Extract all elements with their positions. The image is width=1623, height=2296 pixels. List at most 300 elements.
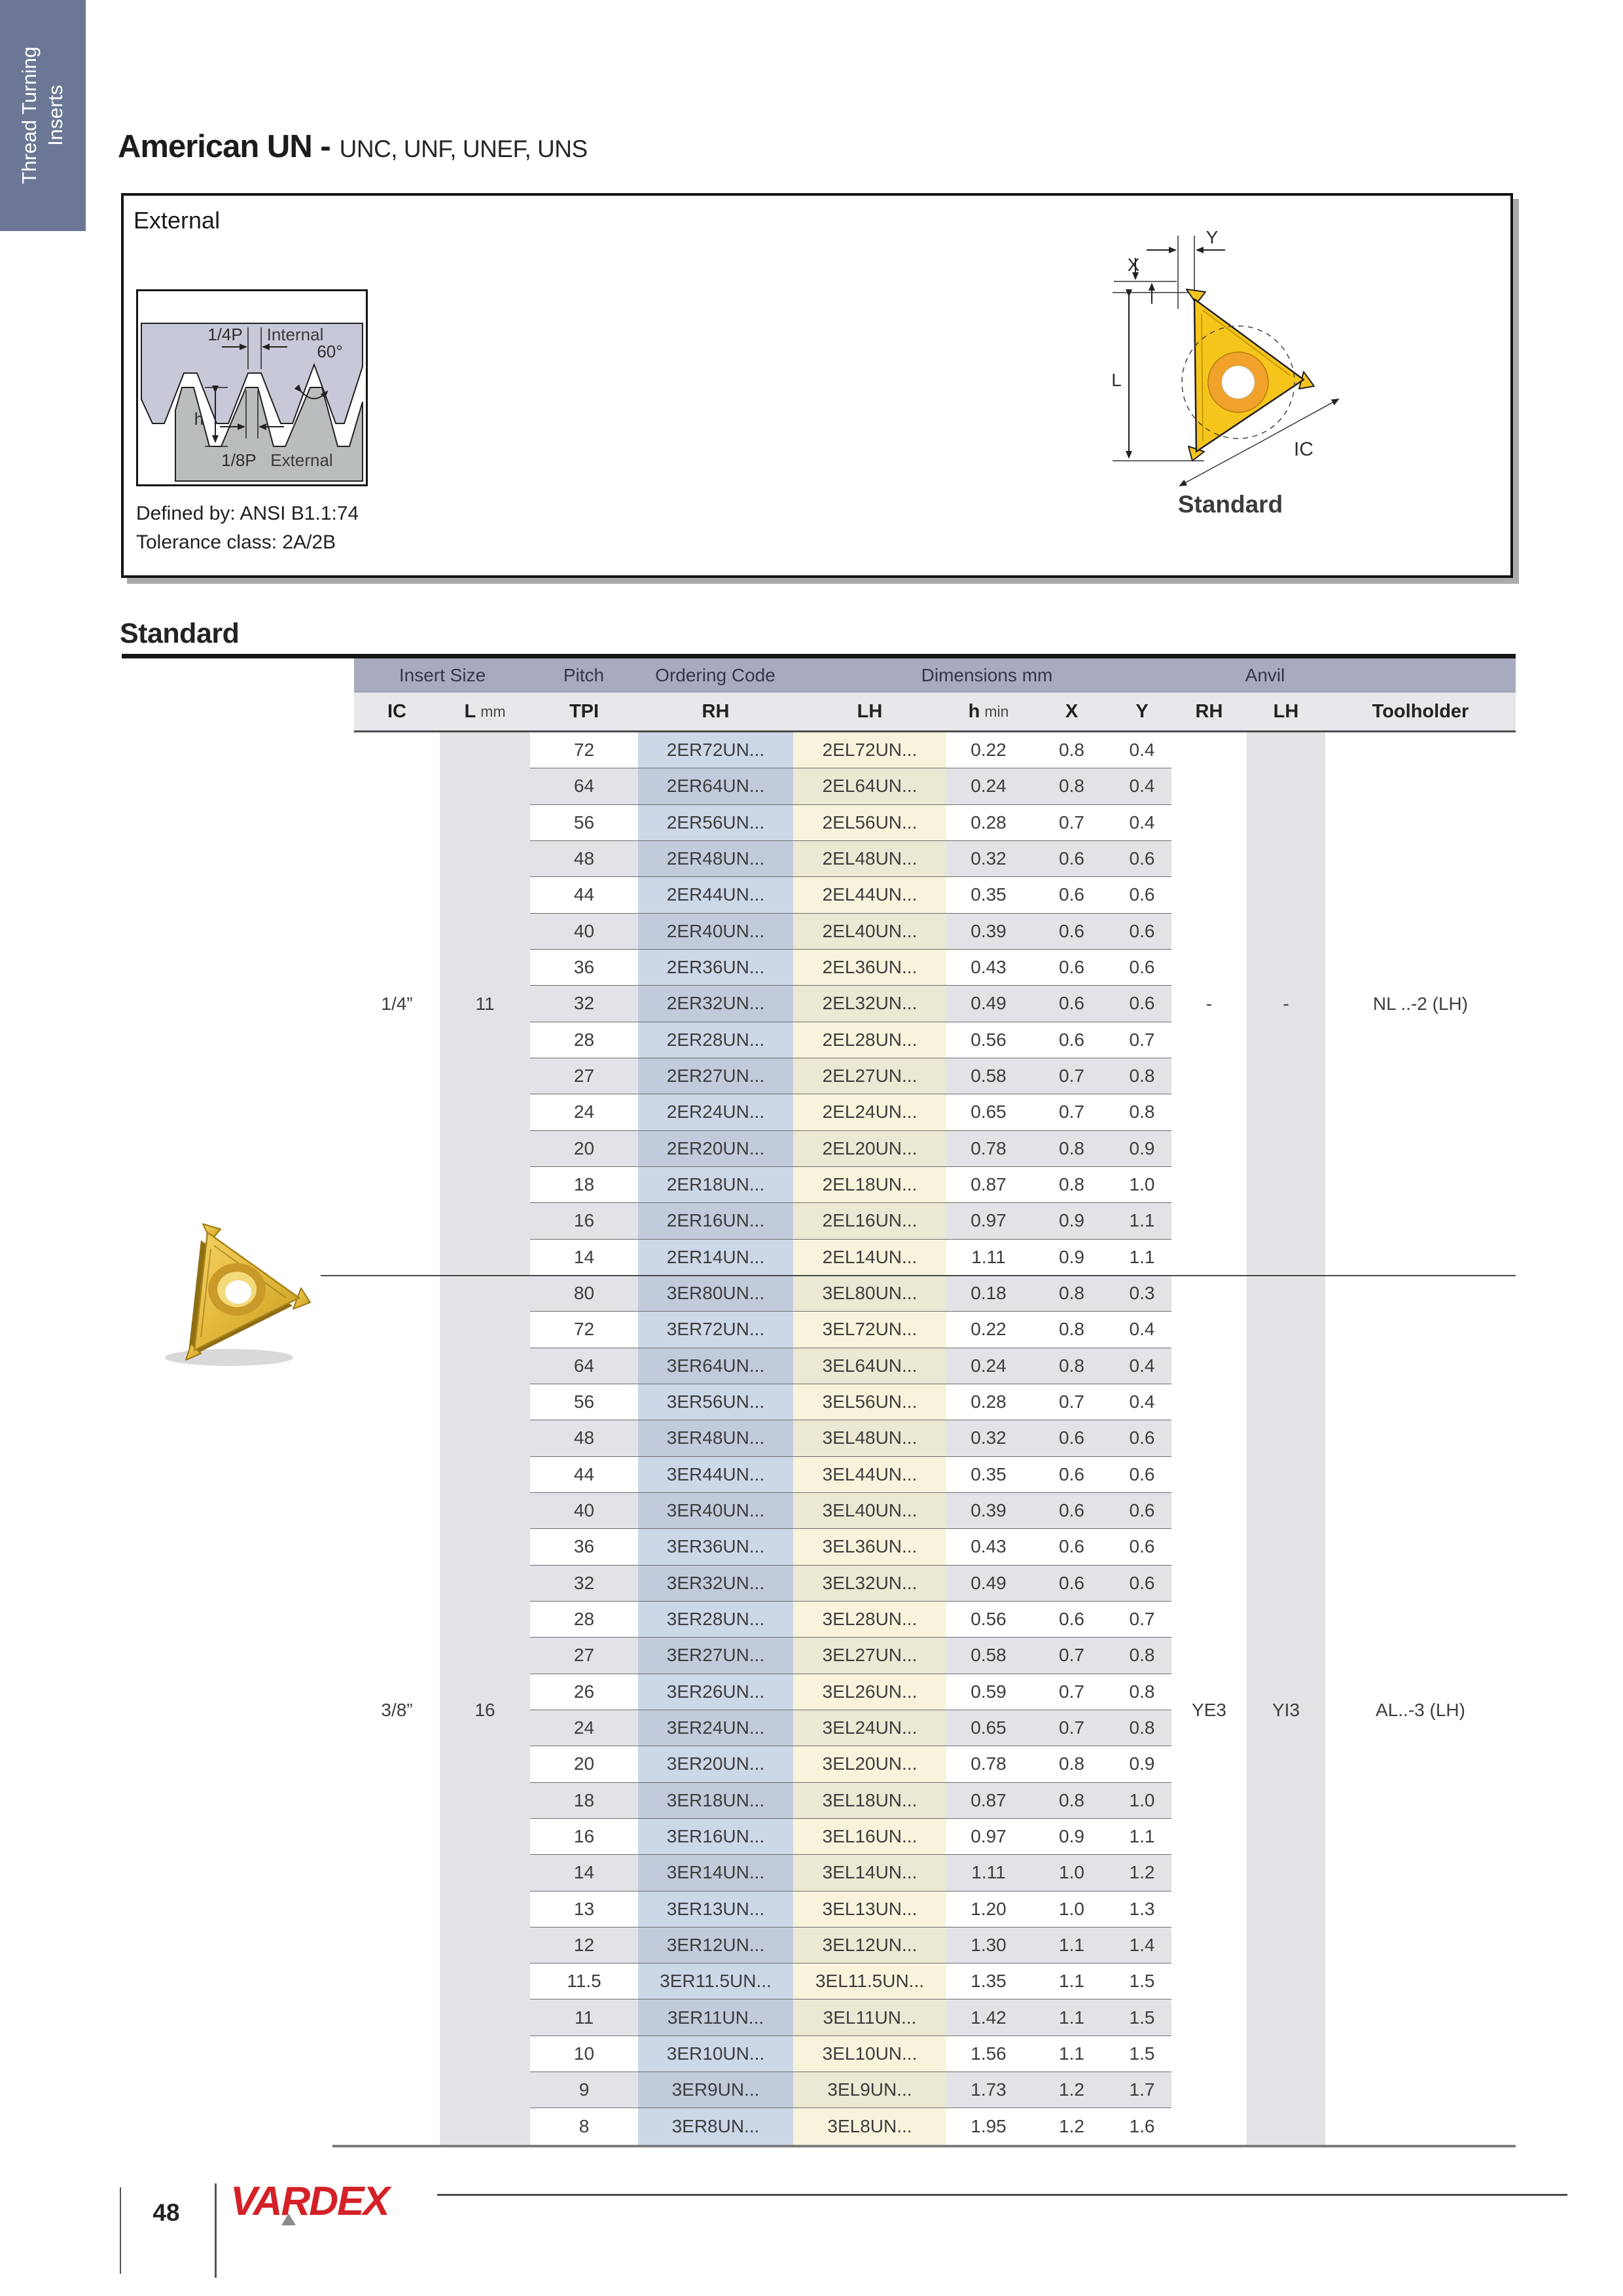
- cell-x: 0.8: [1031, 1276, 1113, 1312]
- cell-y: 1.4: [1113, 1928, 1171, 1964]
- h-label: h: [194, 409, 204, 429]
- cell-tpi: 18: [530, 1167, 638, 1203]
- footer-divider-logo: [215, 2183, 217, 2278]
- cell-ordering-code-rh: 3ER48UN...: [638, 1420, 793, 1456]
- cell-y: 1.1: [1113, 1240, 1171, 1276]
- cell-x: 0.8: [1031, 732, 1113, 768]
- cell-y: 1.5: [1113, 2000, 1171, 2036]
- cell-tpi: 8: [530, 2108, 638, 2144]
- cell-ordering-code-rh: 2ER32UN...: [638, 986, 793, 1022]
- col-header-x: X: [1065, 700, 1079, 722]
- cell-tpi: 18: [530, 1783, 638, 1819]
- cell-x: 1.2: [1031, 2108, 1113, 2144]
- cell-y: 0.6: [1113, 914, 1171, 950]
- cell-ordering-code-lh: 2EL27UN...: [793, 1058, 946, 1094]
- cell-tpi: 16: [530, 1203, 638, 1239]
- cell-h-min: 0.58: [946, 1058, 1031, 1094]
- cell-y: 0.6: [1113, 877, 1171, 913]
- cell-y: 1.1: [1113, 1203, 1171, 1239]
- cell-x: 0.6: [1031, 986, 1113, 1022]
- cell-tpi: 10: [530, 2036, 638, 2072]
- cell-tpi: 56: [530, 1384, 638, 1420]
- cell-h-min: 0.28: [946, 1384, 1031, 1420]
- cell-h-min: 0.78: [946, 1746, 1031, 1782]
- cell-ordering-code-rh: 3ER28UN...: [638, 1602, 793, 1638]
- cell-ordering-code-lh: 3EL18UN...: [793, 1783, 946, 1819]
- cell-x: 1.0: [1031, 1892, 1113, 1928]
- cell-y: 1.7: [1113, 2072, 1171, 2108]
- cell-h-min: 0.97: [946, 1819, 1031, 1855]
- cell-h-min: 0.65: [946, 1710, 1031, 1746]
- page-number: 48: [152, 2199, 180, 2226]
- group-header-pitch: Pitch: [563, 664, 605, 685]
- cell-x: 0.7: [1031, 1674, 1113, 1710]
- cell-tpi: 72: [530, 732, 638, 768]
- cell-ordering-code-lh: 2EL32UN...: [793, 986, 946, 1022]
- col-header-y: Y: [1135, 700, 1149, 722]
- cell-y: 0.3: [1113, 1276, 1171, 1312]
- cell-tpi: 24: [530, 1710, 638, 1746]
- cell-x: 0.9: [1031, 1240, 1113, 1276]
- cell-h-min: 0.59: [946, 1674, 1031, 1710]
- cell-y: 0.4: [1113, 1312, 1171, 1348]
- cell-h-min: 0.39: [946, 914, 1031, 950]
- insert-photo: [145, 1216, 312, 1370]
- cell-ordering-code-lh: 2EL40UN...: [793, 914, 946, 950]
- cell-h-min: 0.35: [946, 877, 1031, 913]
- cell-ordering-code-rh: 2ER40UN...: [638, 914, 793, 950]
- cell-ordering-code-lh: 3EL72UN...: [793, 1312, 946, 1348]
- col-header-toolholder: Toolholder: [1372, 700, 1469, 722]
- cell-ordering-code-lh: 2EL56UN...: [793, 805, 946, 841]
- cell-h-min: 0.56: [946, 1022, 1031, 1058]
- cell-ordering-code-lh: 3EL9UN...: [793, 2072, 946, 2108]
- cell-ordering-code-lh: 3EL12UN...: [793, 1928, 946, 1964]
- cell-y: 1.3: [1113, 1892, 1171, 1928]
- vardex-logo: VARDEX: [230, 2179, 389, 2224]
- group-header-anvil: Anvil: [1245, 664, 1285, 685]
- sidebar-tab-line1: Thread Turning: [18, 46, 41, 185]
- cell-y: 0.4: [1113, 768, 1171, 804]
- footer-divider-left: [120, 2187, 121, 2274]
- cell-y: 0.6: [1113, 1566, 1171, 1602]
- cell-ordering-code-lh: 3EL44UN...: [793, 1457, 946, 1493]
- cell-tpi: 26: [530, 1674, 638, 1710]
- cell-y: 0.6: [1113, 1493, 1171, 1529]
- cell-ordering-code-lh: 2EL72UN...: [793, 732, 946, 768]
- cell-ordering-code-rh: 3ER18UN...: [638, 1783, 793, 1819]
- cell-y: 0.6: [1113, 950, 1171, 986]
- cell-h-min: 1.95: [946, 2108, 1031, 2144]
- cell-ordering-code-rh: 3ER44UN...: [638, 1457, 793, 1493]
- cell-ordering-code-rh: 2ER20UN...: [638, 1131, 793, 1167]
- cell-tpi: 56: [530, 805, 638, 841]
- cell-anvil-lh: YI3: [1247, 1276, 1325, 2145]
- cell-x: 0.6: [1031, 1529, 1113, 1565]
- defined-by-text: Defined by: ANSI B1.1:74: [136, 503, 359, 524]
- cell-x: 0.6: [1031, 1457, 1113, 1493]
- cell-h-min: 1.42: [946, 2000, 1031, 2036]
- cell-y: 0.9: [1113, 1131, 1171, 1167]
- cell-ordering-code-lh: 3EL13UN...: [793, 1892, 946, 1928]
- ic-dim-label: IC: [1294, 439, 1313, 460]
- cell-ordering-code-rh: 3ER26UN...: [638, 1674, 793, 1710]
- table-group-header-row: [354, 658, 1516, 692]
- cell-y: 1.5: [1113, 1964, 1171, 2000]
- cell-ordering-code-rh: 3ER12UN...: [638, 1928, 793, 1964]
- cell-x: 0.6: [1031, 1022, 1113, 1058]
- cell-ordering-code-lh: 2EL20UN...: [793, 1131, 946, 1167]
- internal-label: Internal: [266, 325, 324, 344]
- table-group-1: [354, 1276, 1516, 2145]
- x-dim-label: X: [1127, 255, 1140, 275]
- cell-y: 1.0: [1113, 1167, 1171, 1203]
- group-header-dimensions: Dimensions mm: [921, 664, 1053, 685]
- cell-x: 1.1: [1031, 1928, 1113, 1964]
- table-column-header-row: [354, 692, 1516, 732]
- cell-y: 0.6: [1113, 1457, 1171, 1493]
- cell-ordering-code-rh: 3ER16UN...: [638, 1819, 793, 1855]
- cell-tpi: 36: [530, 1529, 638, 1565]
- cell-y: 0.4: [1113, 732, 1171, 768]
- cell-h-min: 0.24: [946, 1348, 1031, 1384]
- cell-h-min: 0.43: [946, 1529, 1031, 1565]
- cell-ordering-code-rh: 3ER14UN...: [638, 1855, 793, 1891]
- cell-x: 0.6: [1031, 950, 1113, 986]
- col-header-anvil-lh: LH: [1273, 700, 1299, 722]
- cell-tpi: 20: [530, 1746, 638, 1782]
- cell-tpi: 14: [530, 1855, 638, 1891]
- cell-anvil-rh: -: [1205, 993, 1213, 1014]
- sidebar-tab-thread-turning-inserts: [0, 0, 86, 231]
- cell-x: 0.7: [1031, 1094, 1113, 1130]
- cell-h-min: 0.97: [946, 1203, 1031, 1239]
- cell-insert-size-ic: 1/4”: [381, 993, 413, 1014]
- table-top-rule: [122, 654, 1516, 658]
- cell-ordering-code-rh: 2ER36UN...: [638, 950, 793, 986]
- cell-y: 0.8: [1113, 1638, 1171, 1674]
- cell-x: 0.6: [1031, 914, 1113, 950]
- cell-tpi: 16: [530, 1819, 638, 1855]
- cell-ordering-code-rh: 2ER16UN...: [638, 1203, 793, 1239]
- cell-x: 0.9: [1031, 1819, 1113, 1855]
- cell-ordering-code-rh: 2ER14UN...: [638, 1240, 793, 1276]
- cell-ordering-code-rh: 3ER36UN...: [638, 1529, 793, 1565]
- cell-h-min: 0.28: [946, 805, 1031, 841]
- cell-ordering-code-lh: 2EL14UN...: [793, 1240, 946, 1276]
- cell-ordering-code-rh: 2ER72UN...: [638, 732, 793, 768]
- cell-ordering-code-rh: 3ER11UN...: [638, 2000, 793, 2036]
- group-header-insert-size: Insert Size: [399, 664, 486, 685]
- cell-ordering-code-lh: 3EL16UN...: [793, 1819, 946, 1855]
- cell-y: 0.6: [1113, 986, 1171, 1022]
- cell-tpi: 44: [530, 1457, 638, 1493]
- angle-60-label: 60°: [317, 342, 343, 361]
- cell-tpi: 40: [530, 914, 638, 950]
- cell-h-min: 1.11: [946, 1240, 1031, 1276]
- cell-ordering-code-lh: 3EL56UN...: [793, 1384, 946, 1420]
- quarter-pitch-label: 1/4P: [207, 325, 243, 344]
- cell-insert-size-ic: 3/8”: [381, 1699, 413, 1720]
- cell-ordering-code-lh: 3EL26UN...: [793, 1674, 946, 1710]
- cell-x: 0.6: [1031, 1602, 1113, 1638]
- cell-ordering-code-lh: 3EL64UN...: [793, 1348, 946, 1384]
- cell-toolholder: NL ..-2 (LH): [1372, 993, 1469, 1014]
- cell-tpi: 20: [530, 1131, 638, 1167]
- cell-y: 0.9: [1113, 1746, 1171, 1782]
- cell-ordering-code-rh: 2ER44UN...: [638, 877, 793, 913]
- page-title: [118, 128, 588, 165]
- cell-ordering-code-rh: 3ER27UN...: [638, 1638, 793, 1674]
- cell-y: 0.6: [1113, 1420, 1171, 1456]
- insert-diagram-caption: Standard: [1177, 491, 1283, 518]
- cell-h-min: 1.20: [946, 1892, 1031, 1928]
- cell-h-min: 0.39: [946, 1493, 1031, 1529]
- cell-h-min: 0.56: [946, 1602, 1031, 1638]
- cell-ordering-code-rh: 3ER11.5UN...: [638, 1964, 793, 2000]
- cell-x: 0.7: [1031, 1710, 1113, 1746]
- cell-y: 0.4: [1113, 1384, 1171, 1420]
- cell-ordering-code-lh: 3EL80UN...: [793, 1276, 946, 1312]
- l-dim-label: L: [1111, 370, 1122, 390]
- page-title-sub: UNC, UNF, UNEF, UNS: [339, 135, 588, 162]
- vardex-logo-triangle-icon: [281, 2214, 296, 2225]
- cell-h-min: 0.18: [946, 1276, 1031, 1312]
- cell-tpi: 44: [530, 877, 638, 913]
- cell-ordering-code-lh: 3EL24UN...: [793, 1710, 946, 1746]
- insert-dimension-diagram: [1073, 230, 1381, 499]
- cell-tpi: 28: [530, 1022, 638, 1058]
- cell-ordering-code-lh: 2EL48UN...: [793, 841, 946, 877]
- cell-ordering-code-lh: 3EL36UN...: [793, 1529, 946, 1565]
- cell-x: 0.6: [1031, 1420, 1113, 1456]
- eighth-pitch-label: 1/8P: [221, 450, 257, 470]
- cell-ordering-code-rh: 3ER8UN...: [638, 2108, 793, 2144]
- cell-h-min: 0.22: [946, 732, 1031, 768]
- cell-insert-size-l: 11: [440, 732, 530, 1276]
- cell-tpi: 24: [530, 1094, 638, 1130]
- cell-ordering-code-lh: 3EL28UN...: [793, 1602, 946, 1638]
- cell-tpi: 32: [530, 986, 638, 1022]
- cell-ordering-code-rh: 2ER27UN...: [638, 1058, 793, 1094]
- cell-y: 0.7: [1113, 1022, 1171, 1058]
- cell-h-min: 0.78: [946, 1131, 1031, 1167]
- table-bottom-rule: [332, 2145, 1516, 2147]
- cell-tpi: 64: [530, 768, 638, 804]
- cell-ordering-code-lh: 2EL64UN...: [793, 768, 946, 804]
- col-header-h-min: h min: [968, 700, 1009, 722]
- cell-ordering-code-rh: 2ER64UN...: [638, 768, 793, 804]
- cell-tpi: 12: [530, 1928, 638, 1964]
- cell-h-min: 0.22: [946, 1312, 1031, 1348]
- cell-ordering-code-rh: 3ER24UN...: [638, 1710, 793, 1746]
- cell-tpi: 11: [530, 2000, 638, 2036]
- cell-ordering-code-rh: 3ER20UN...: [638, 1746, 793, 1782]
- cell-h-min: 0.24: [946, 768, 1031, 804]
- cell-h-min: 0.43: [946, 950, 1031, 986]
- cell-h-min: 0.32: [946, 1420, 1031, 1456]
- cell-ordering-code-lh: 2EL28UN...: [793, 1022, 946, 1058]
- cell-ordering-code-rh: 3ER80UN...: [638, 1276, 793, 1312]
- cell-h-min: 1.11: [946, 1855, 1031, 1891]
- cell-x: 0.7: [1031, 1058, 1113, 1094]
- col-header-anvil-rh: RH: [1195, 700, 1223, 722]
- cell-x: 1.0: [1031, 1855, 1113, 1891]
- cell-ordering-code-rh: 3ER13UN...: [638, 1892, 793, 1928]
- cell-x: 0.8: [1031, 1783, 1113, 1819]
- cell-h-min: 0.32: [946, 841, 1031, 877]
- cell-ordering-code-rh: 3ER56UN...: [638, 1384, 793, 1420]
- cell-y: 1.1: [1113, 1819, 1171, 1855]
- cell-x: 0.6: [1031, 877, 1113, 913]
- sidebar-tab-line2: Inserts: [44, 84, 67, 147]
- footer-rule: [437, 2194, 1567, 2196]
- cell-h-min: 0.87: [946, 1783, 1031, 1819]
- cell-ordering-code-lh: 2EL36UN...: [793, 950, 946, 986]
- cell-ordering-code-lh: 2EL16UN...: [793, 1203, 946, 1239]
- cell-y: 1.2: [1113, 1855, 1171, 1891]
- table-group-0: [354, 732, 1516, 1276]
- external-shape-label: External: [270, 450, 333, 470]
- cell-x: 0.7: [1031, 1638, 1113, 1674]
- cell-tpi: 28: [530, 1602, 638, 1638]
- cell-toolholder: AL..-3 (LH): [1376, 1699, 1465, 1720]
- cell-tpi: 14: [530, 1240, 638, 1276]
- cell-y: 0.4: [1113, 1348, 1171, 1384]
- cell-ordering-code-rh: 2ER48UN...: [638, 841, 793, 877]
- cell-ordering-code-lh: 3EL14UN...: [793, 1855, 946, 1891]
- cell-tpi: 48: [530, 1420, 638, 1456]
- cell-tpi: 48: [530, 841, 638, 877]
- cell-y: 1.6: [1113, 2108, 1171, 2144]
- cell-y: 0.8: [1113, 1094, 1171, 1130]
- cell-ordering-code-lh: 2EL18UN...: [793, 1167, 946, 1203]
- cell-ordering-code-lh: 3EL20UN...: [793, 1746, 946, 1782]
- cell-y: 0.6: [1113, 1529, 1171, 1565]
- cell-x: 0.8: [1031, 1348, 1113, 1384]
- col-header-tpi: TPI: [569, 700, 599, 722]
- cell-y: 0.6: [1113, 841, 1171, 877]
- cell-x: 0.6: [1031, 1566, 1113, 1602]
- cell-x: 0.8: [1031, 1167, 1113, 1203]
- cell-x: 0.7: [1031, 805, 1113, 841]
- sidebar-tab-label: [16, 46, 69, 184]
- cell-ordering-code-lh: 2EL24UN...: [793, 1094, 946, 1130]
- cell-h-min: 1.73: [946, 2072, 1031, 2108]
- cell-h-min: 1.30: [946, 1928, 1031, 1964]
- cell-y: 0.4: [1113, 805, 1171, 841]
- cell-tpi: 32: [530, 1566, 638, 1602]
- cell-anvil-lh: -: [1247, 732, 1325, 1276]
- external-label: External: [134, 207, 221, 234]
- cell-ordering-code-rh: 3ER32UN...: [638, 1566, 793, 1602]
- y-dim-label: Y: [1205, 230, 1219, 247]
- col-header-ic: IC: [387, 700, 406, 722]
- cell-tpi: 27: [530, 1638, 638, 1674]
- cell-y: 0.8: [1113, 1710, 1171, 1746]
- cell-h-min: 1.56: [946, 2036, 1031, 2072]
- table-body: [354, 732, 1516, 2145]
- cell-x: 0.6: [1031, 1493, 1113, 1529]
- cell-x: 0.9: [1031, 1203, 1113, 1239]
- cell-ordering-code-lh: 3EL27UN...: [793, 1638, 946, 1674]
- cell-ordering-code-lh: 3EL40UN...: [793, 1493, 946, 1529]
- cell-ordering-code-rh: 2ER24UN...: [638, 1094, 793, 1130]
- cell-h-min: 0.87: [946, 1167, 1031, 1203]
- cell-ordering-code-lh: 3EL11.5UN...: [793, 1964, 946, 2000]
- cell-x: 1.1: [1031, 2036, 1113, 2072]
- cell-ordering-code-rh: 3ER64UN...: [638, 1348, 793, 1384]
- cell-x: 0.8: [1031, 1746, 1113, 1782]
- cell-x: 0.7: [1031, 1384, 1113, 1420]
- cell-h-min: 0.65: [946, 1094, 1031, 1130]
- cell-tpi: 9: [530, 2072, 638, 2108]
- cell-x: 0.6: [1031, 841, 1113, 877]
- cell-y: 0.7: [1113, 1602, 1171, 1638]
- cell-ordering-code-rh: 2ER56UN...: [638, 805, 793, 841]
- cell-y: 0.8: [1113, 1058, 1171, 1094]
- col-header-rh-code: RH: [702, 700, 730, 722]
- cell-y: 0.8: [1113, 1674, 1171, 1710]
- cell-h-min: 0.35: [946, 1457, 1031, 1493]
- cell-ordering-code-rh: 3ER40UN...: [638, 1493, 793, 1529]
- cell-x: 1.2: [1031, 2072, 1113, 2108]
- cell-x: 0.8: [1031, 768, 1113, 804]
- cell-insert-size-l: 16: [440, 1276, 530, 2145]
- cell-ordering-code-lh: 3EL11UN...: [793, 2000, 946, 2036]
- cell-tpi: 64: [530, 1348, 638, 1384]
- cell-x: 1.1: [1031, 1964, 1113, 2000]
- cell-ordering-code-rh: 3ER9UN...: [638, 2072, 793, 2108]
- cell-y: 1.5: [1113, 2036, 1171, 2072]
- cell-h-min: 0.58: [946, 1638, 1031, 1674]
- cell-x: 1.1: [1031, 2000, 1113, 2036]
- cell-ordering-code-rh: 3ER10UN...: [638, 2036, 793, 2072]
- cell-x: 0.8: [1031, 1131, 1113, 1167]
- cell-ordering-code-lh: 3EL8UN...: [793, 2108, 946, 2144]
- cell-tpi: 11.5: [530, 1964, 638, 2000]
- cell-y: 1.0: [1113, 1783, 1171, 1819]
- cell-tpi: 36: [530, 950, 638, 986]
- cell-ordering-code-lh: 2EL44UN...: [793, 877, 946, 913]
- cell-ordering-code-rh: 3ER72UN...: [638, 1312, 793, 1348]
- cell-ordering-code-lh: 3EL10UN...: [793, 2036, 946, 2072]
- cell-tpi: 13: [530, 1892, 638, 1928]
- standard-inserts-table: [354, 658, 1516, 2145]
- thread-profile-diagram: [136, 289, 368, 486]
- cell-x: 0.8: [1031, 1312, 1113, 1348]
- cell-ordering-code-lh: 3EL48UN...: [793, 1420, 946, 1456]
- group-separator-line: [321, 1275, 1516, 1276]
- cell-h-min: 0.49: [946, 986, 1031, 1022]
- cell-h-min: 1.35: [946, 1964, 1031, 2000]
- cell-tpi: 72: [530, 1312, 638, 1348]
- group-header-ordering-code: Ordering Code: [655, 664, 776, 685]
- col-header-lh-code: LH: [857, 700, 883, 722]
- cell-anvil-rh: YE3: [1192, 1699, 1226, 1720]
- col-header-l-mm: L mm: [464, 700, 506, 722]
- page-title-main: American UN -: [118, 129, 330, 164]
- cell-ordering-code-rh: 2ER18UN...: [638, 1167, 793, 1203]
- cell-ordering-code-lh: 3EL32UN...: [793, 1566, 946, 1602]
- section-title-standard: Standard: [120, 618, 240, 649]
- cell-tpi: 40: [530, 1493, 638, 1529]
- cell-h-min: 0.49: [946, 1566, 1031, 1602]
- cell-tpi: 27: [530, 1058, 638, 1094]
- tolerance-class-text: Tolerance class: 2A/2B: [136, 531, 336, 553]
- cell-ordering-code-rh: 2ER28UN...: [638, 1022, 793, 1058]
- cell-tpi: 80: [530, 1276, 638, 1312]
